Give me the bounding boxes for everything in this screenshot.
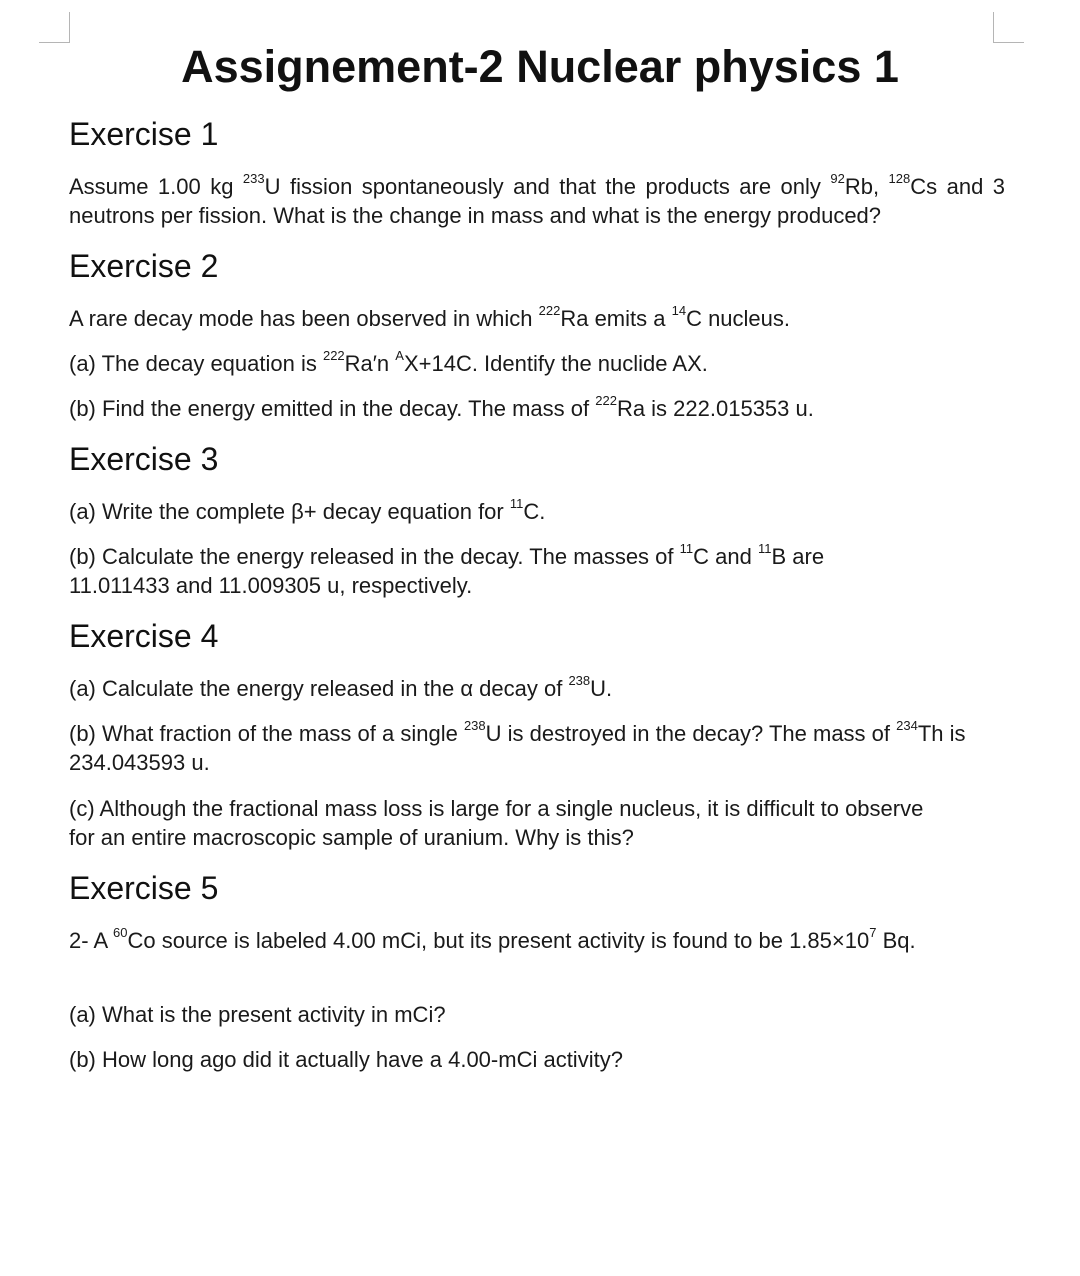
text: Ra emits a (560, 306, 672, 331)
text: Bq. (876, 928, 916, 953)
text: Cs and 3 neutrons per fission. What is the change in mass and what is the energy produced? (69, 174, 1005, 228)
text: (a) The decay equation is (69, 351, 323, 376)
exercise-4-part-c: (c) Although the fractional mass loss is large for a single nucleus, it is difficult to observe for an entire macroscopic sample of uranium. Why is this? (69, 796, 924, 850)
exercise-2-part-a (69, 349, 969, 378)
exercise-5-part-a: (a) What is the present activity in mCi? (69, 1002, 446, 1027)
page-corner-mark-top-right (993, 12, 1024, 43)
exercise-5-statement (69, 926, 959, 955)
mass-number: 14 (671, 302, 687, 318)
exercise-4-part-b (69, 719, 969, 777)
text: 2- A (69, 928, 114, 953)
exercise-4-part-a (69, 674, 969, 703)
text: U fission spontaneously and that the products are only (264, 174, 831, 199)
exercise-2-part-b (69, 394, 969, 423)
text: Assume 1.00 kg (69, 174, 243, 199)
exponent: 7 (869, 924, 877, 940)
exercise-1-heading: Exercise 1 (69, 116, 219, 152)
exercise-2-intro (69, 304, 969, 333)
text: Rb, (844, 174, 889, 199)
text: Ra′n (344, 351, 396, 376)
mass-number: 222 (595, 392, 617, 408)
text: C and (693, 544, 758, 569)
text: U is destroyed in the decay? The mass of (485, 721, 897, 746)
text: (b) What fraction of the mass of a single (69, 721, 464, 746)
document-title: Assignement-2 Nuclear physics 1 (181, 41, 899, 92)
text: U. (590, 676, 613, 701)
mass-number: 60 (113, 924, 128, 940)
text: X+14C. Identify the nuclide AX. (403, 351, 708, 376)
mass-number: 11 (509, 495, 524, 511)
text: (b) Calculate the energy released in the decay. The masses of (69, 544, 680, 569)
exercise-3-part-b (69, 542, 899, 600)
text: A rare decay mode has been observed in which (69, 306, 539, 331)
text: (b) Find the energy emitted in the decay. The mass of (69, 396, 596, 421)
exercise-3-heading: Exercise 3 (69, 441, 219, 477)
exercise-5-part-b: (b) How long ago did it actually have a 4.00-mCi activity? (69, 1047, 623, 1072)
text: Co source is labeled 4.00 mCi, but its present activity is found to be 1.85×10 (127, 928, 870, 953)
text: (a) Write the complete β+ decay equation for (69, 499, 510, 524)
exercise-3-part-a (69, 497, 969, 526)
page-corner-mark-top-left (39, 12, 70, 43)
mass-number: 11 (679, 540, 694, 556)
text: B are 11.011433 and 11.009305 u, respectively. (69, 544, 825, 598)
text: Th is 234.043593 u. (69, 721, 966, 775)
text: C. (523, 499, 546, 524)
text: C nucleus. (686, 306, 791, 331)
mass-number: 234 (896, 717, 918, 733)
mass-number: 238 (463, 717, 486, 733)
mass-number: 128 (888, 170, 911, 186)
mass-number: 11 (757, 540, 772, 556)
exercise-1-question (69, 172, 1005, 230)
mass-number: 233 (242, 170, 265, 186)
mass-number: 222 (322, 347, 345, 363)
text: Ra is 222.015353 u. (616, 396, 814, 421)
mass-number: 92 (830, 170, 845, 186)
exercise-2-heading: Exercise 2 (69, 248, 219, 284)
text: (a) Calculate the energy released in the α decay of (69, 676, 569, 701)
mass-number: 222 (538, 302, 561, 318)
exercise-5-heading: Exercise 5 (69, 870, 219, 906)
exercise-4-heading: Exercise 4 (69, 618, 219, 654)
mass-number: 238 (568, 672, 591, 688)
mass-number: A (395, 347, 404, 363)
